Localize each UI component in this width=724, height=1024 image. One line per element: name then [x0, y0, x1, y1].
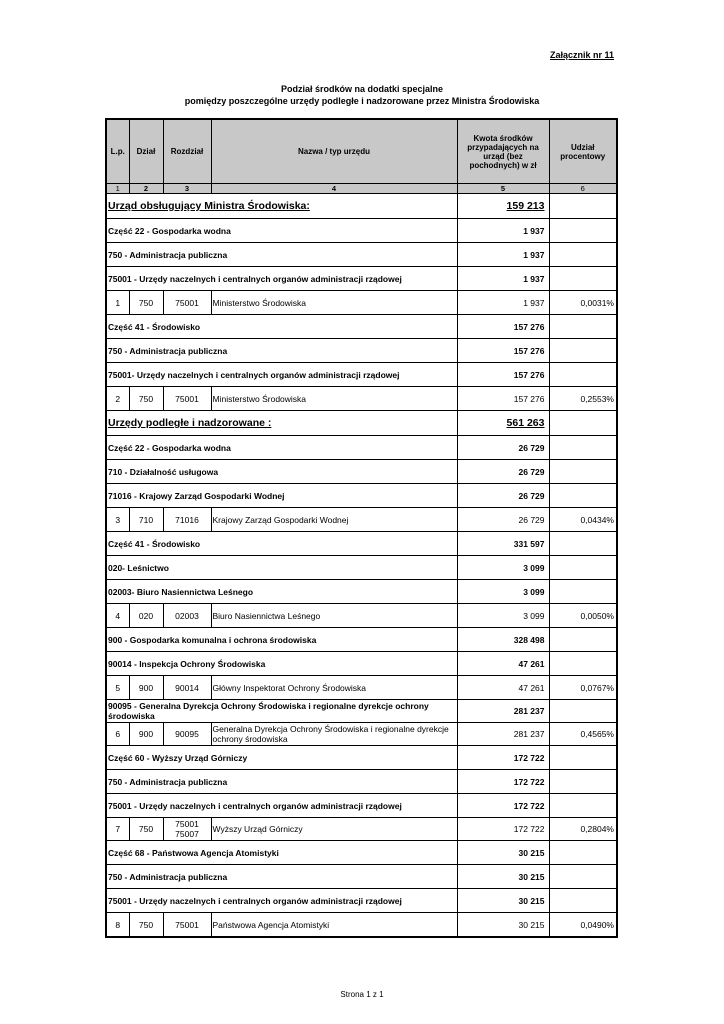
lp-cell: 1	[106, 291, 129, 315]
dzial-cell: 750	[129, 387, 163, 411]
section-label: Część 41 - Środowisko	[106, 532, 457, 556]
section-amount: 172 722	[457, 746, 549, 770]
rozdzial-cell: 75001 75007	[163, 818, 211, 841]
amount-cell: 172 722	[457, 818, 549, 841]
section-empty-cell	[549, 411, 617, 436]
column-number-row	[106, 184, 617, 194]
section-empty-cell	[549, 889, 617, 913]
rozdzial-cell: 75001	[163, 291, 211, 315]
section-row	[106, 652, 617, 676]
percentage-cell: 0,0031%	[549, 291, 617, 315]
section-amount: 3 099	[457, 580, 549, 604]
section-amount: 26 729	[457, 460, 549, 484]
section-empty-cell	[549, 436, 617, 460]
section-empty-cell	[549, 363, 617, 387]
lp-cell: 4	[106, 604, 129, 628]
section-row	[106, 628, 617, 652]
section-empty-cell	[549, 267, 617, 291]
section-label: Część 60 - Wyższy Urząd Górniczy	[106, 746, 457, 770]
section-row	[106, 219, 617, 243]
dzial-cell: 750	[129, 818, 163, 841]
amount-cell: 157 276	[457, 387, 549, 411]
header-dzial: Dział	[129, 119, 163, 184]
section-row	[106, 484, 617, 508]
section-empty-cell	[549, 580, 617, 604]
section-row	[106, 794, 617, 818]
section-amount: 172 722	[457, 794, 549, 818]
group-heading-row	[106, 194, 617, 219]
rozdzial-cell: 71016	[163, 508, 211, 532]
section-amount: 157 276	[457, 339, 549, 363]
dzial-cell: 900	[129, 723, 163, 746]
section-amount: 26 729	[457, 484, 549, 508]
amount-cell: 3 099	[457, 604, 549, 628]
column-number: 1	[106, 184, 129, 194]
group-heading-row	[106, 411, 617, 436]
lp-cell: 7	[106, 818, 129, 841]
section-label: 75001 - Urzędy naczelnych i centralnych organów administracji rządowej	[106, 794, 457, 818]
section-amount: 328 498	[457, 628, 549, 652]
section-amount: 331 597	[457, 532, 549, 556]
section-label: 02003- Biuro Nasiennictwa Leśnego	[106, 580, 457, 604]
section-empty-cell	[549, 315, 617, 339]
section-empty-cell	[549, 794, 617, 818]
section-row	[106, 436, 617, 460]
section-empty-cell	[549, 865, 617, 889]
allocation-table	[105, 118, 618, 938]
table-header-row	[106, 119, 617, 184]
section-row	[106, 580, 617, 604]
section-label: Urząd obsługujący Ministra Środowiska:	[106, 194, 457, 219]
header-kwota: Kwota środków przypadających na urząd (bez pochodnych) w zł	[457, 119, 549, 184]
office-name-cell: Krajowy Zarząd Gospodarki Wodnej	[211, 508, 457, 532]
section-empty-cell	[549, 243, 617, 267]
section-amount: 1 937	[457, 243, 549, 267]
dzial-cell: 710	[129, 508, 163, 532]
section-row	[106, 267, 617, 291]
lp-cell: 6	[106, 723, 129, 746]
section-label: 75001 - Urzędy naczelnych i centralnych organów administracji rządowej	[106, 889, 457, 913]
rozdzial-cell: 02003	[163, 604, 211, 628]
section-label: 90014 - Inspekcja Ochrony Środowiska	[106, 652, 457, 676]
lp-cell: 2	[106, 387, 129, 411]
section-amount: 561 263	[457, 411, 549, 436]
section-row	[106, 746, 617, 770]
header-nazwa: Nazwa / typ urzędu	[211, 119, 457, 184]
header-udzial: Udział procentowy	[549, 119, 617, 184]
section-label: 900 - Gospodarka komunalna i ochrona środowiska	[106, 628, 457, 652]
section-label: 90095 - Generalna Dyrekcja Ochrony Środowiska i regionalne dyrekcje ochrony środowiska	[106, 700, 457, 723]
section-empty-cell	[549, 484, 617, 508]
table-row	[106, 723, 617, 746]
section-label: Część 41 - Środowisko	[106, 315, 457, 339]
section-empty-cell	[549, 841, 617, 865]
section-label: 710 - Działalność usługowa	[106, 460, 457, 484]
section-amount: 157 276	[457, 363, 549, 387]
amount-cell: 47 261	[457, 676, 549, 700]
office-name-cell: Wyższy Urząd Górniczy	[211, 818, 457, 841]
section-amount: 26 729	[457, 436, 549, 460]
section-empty-cell	[549, 219, 617, 243]
section-row	[106, 841, 617, 865]
section-empty-cell	[549, 770, 617, 794]
section-label: 750 - Administracja publiczna	[106, 770, 457, 794]
document-title: Podział środków na dodatki specjalne	[280, 84, 444, 94]
section-label: Część 22 - Gospodarka wodna	[106, 436, 457, 460]
section-row	[106, 243, 617, 267]
office-name-cell: Główny Inspektorat Ochrony Środowiska	[211, 676, 457, 700]
office-name-cell: Biuro Nasiennictwa Leśnego	[211, 604, 457, 628]
table-row	[106, 818, 617, 841]
section-amount: 30 215	[457, 865, 549, 889]
section-empty-cell	[549, 628, 617, 652]
page-footer: Strona 1 z 1	[340, 990, 384, 999]
section-empty-cell	[549, 339, 617, 363]
section-label: 750 - Administracja publiczna	[106, 243, 457, 267]
table-body	[106, 194, 617, 938]
table-row	[106, 604, 617, 628]
rozdzial-cell: 75001	[163, 913, 211, 938]
section-row	[106, 865, 617, 889]
section-row	[106, 889, 617, 913]
section-row	[106, 315, 617, 339]
table-row	[106, 387, 617, 411]
table-row	[106, 508, 617, 532]
section-row	[106, 700, 617, 723]
amount-cell: 281 237	[457, 723, 549, 746]
section-row	[106, 460, 617, 484]
section-empty-cell	[549, 746, 617, 770]
rozdzial-cell: 90014	[163, 676, 211, 700]
percentage-cell: 0,0434%	[549, 508, 617, 532]
section-amount: 1 937	[457, 267, 549, 291]
office-name-cell: Ministerstwo Środowiska	[211, 291, 457, 315]
amount-cell: 26 729	[457, 508, 549, 532]
section-label: 75001 - Urzędy naczelnych i centralnych organów administracji rządowej	[106, 267, 457, 291]
percentage-cell: 0,4565%	[549, 723, 617, 746]
rozdzial-cell: 90095	[163, 723, 211, 746]
section-amount: 3 099	[457, 556, 549, 580]
percentage-cell: 0,2804%	[549, 818, 617, 841]
lp-cell: 8	[106, 913, 129, 938]
section-row	[106, 770, 617, 794]
amount-cell: 1 937	[457, 291, 549, 315]
section-label: 75001- Urzędy naczelnych i centralnych organów administracji rządowej	[106, 363, 457, 387]
percentage-cell: 0,0767%	[549, 676, 617, 700]
dzial-cell: 900	[129, 676, 163, 700]
section-amount: 30 215	[457, 841, 549, 865]
percentage-cell: 0,2553%	[549, 387, 617, 411]
dzial-cell: 750	[129, 913, 163, 938]
lp-cell: 3	[106, 508, 129, 532]
header-rozdzial: Rozdział	[163, 119, 211, 184]
section-label: 020- Leśnictwo	[106, 556, 457, 580]
section-label: 750 - Administracja publiczna	[106, 339, 457, 363]
section-label: Część 22 - Gospodarka wodna	[106, 219, 457, 243]
section-row	[106, 532, 617, 556]
table-row	[106, 291, 617, 315]
dzial-cell: 020	[129, 604, 163, 628]
header-lp: L.p.	[106, 119, 129, 184]
section-amount: 30 215	[457, 889, 549, 913]
section-empty-cell	[549, 556, 617, 580]
rozdzial-cell: 75001	[163, 387, 211, 411]
section-empty-cell	[549, 460, 617, 484]
section-row	[106, 556, 617, 580]
amount-cell: 30 215	[457, 913, 549, 938]
section-amount: 172 722	[457, 770, 549, 794]
section-empty-cell	[549, 700, 617, 723]
office-name-cell: Państwowa Agencja Atomistyki	[211, 913, 457, 938]
percentage-cell: 0,0490%	[549, 913, 617, 938]
column-number: 3	[163, 184, 211, 194]
document-subtitle: pomiędzy poszczególne urzędy podległe i nadzorowane przez Ministra Środowiska	[184, 96, 540, 106]
office-name-cell: Generalna Dyrekcja Ochrony Środowiska i regionalne dyrekcje ochrony środowiska	[211, 723, 457, 746]
section-empty-cell	[549, 194, 617, 219]
section-label: Część 68 - Państwowa Agencja Atomistyki	[106, 841, 457, 865]
column-number: 5	[457, 184, 549, 194]
section-empty-cell	[549, 652, 617, 676]
annex-label: Załącznik nr 11	[549, 50, 614, 60]
column-number: 4	[211, 184, 457, 194]
section-amount: 157 276	[457, 315, 549, 339]
dzial-cell: 750	[129, 291, 163, 315]
office-name-cell: Ministerstwo Środowiska	[211, 387, 457, 411]
section-row	[106, 339, 617, 363]
section-amount: 47 261	[457, 652, 549, 676]
section-empty-cell	[549, 532, 617, 556]
section-label: 750 - Administracja publiczna	[106, 865, 457, 889]
section-amount: 281 237	[457, 700, 549, 723]
percentage-cell: 0,0050%	[549, 604, 617, 628]
table-row	[106, 913, 617, 938]
column-number: 6	[549, 184, 617, 194]
section-row	[106, 363, 617, 387]
section-label: 71016 - Krajowy Zarząd Gospodarki Wodnej	[106, 484, 457, 508]
section-amount: 159 213	[457, 194, 549, 219]
table-row	[106, 676, 617, 700]
column-number: 2	[129, 184, 163, 194]
lp-cell: 5	[106, 676, 129, 700]
section-amount: 1 937	[457, 219, 549, 243]
section-label: Urzędy podległe i nadzorowane :	[106, 411, 457, 436]
